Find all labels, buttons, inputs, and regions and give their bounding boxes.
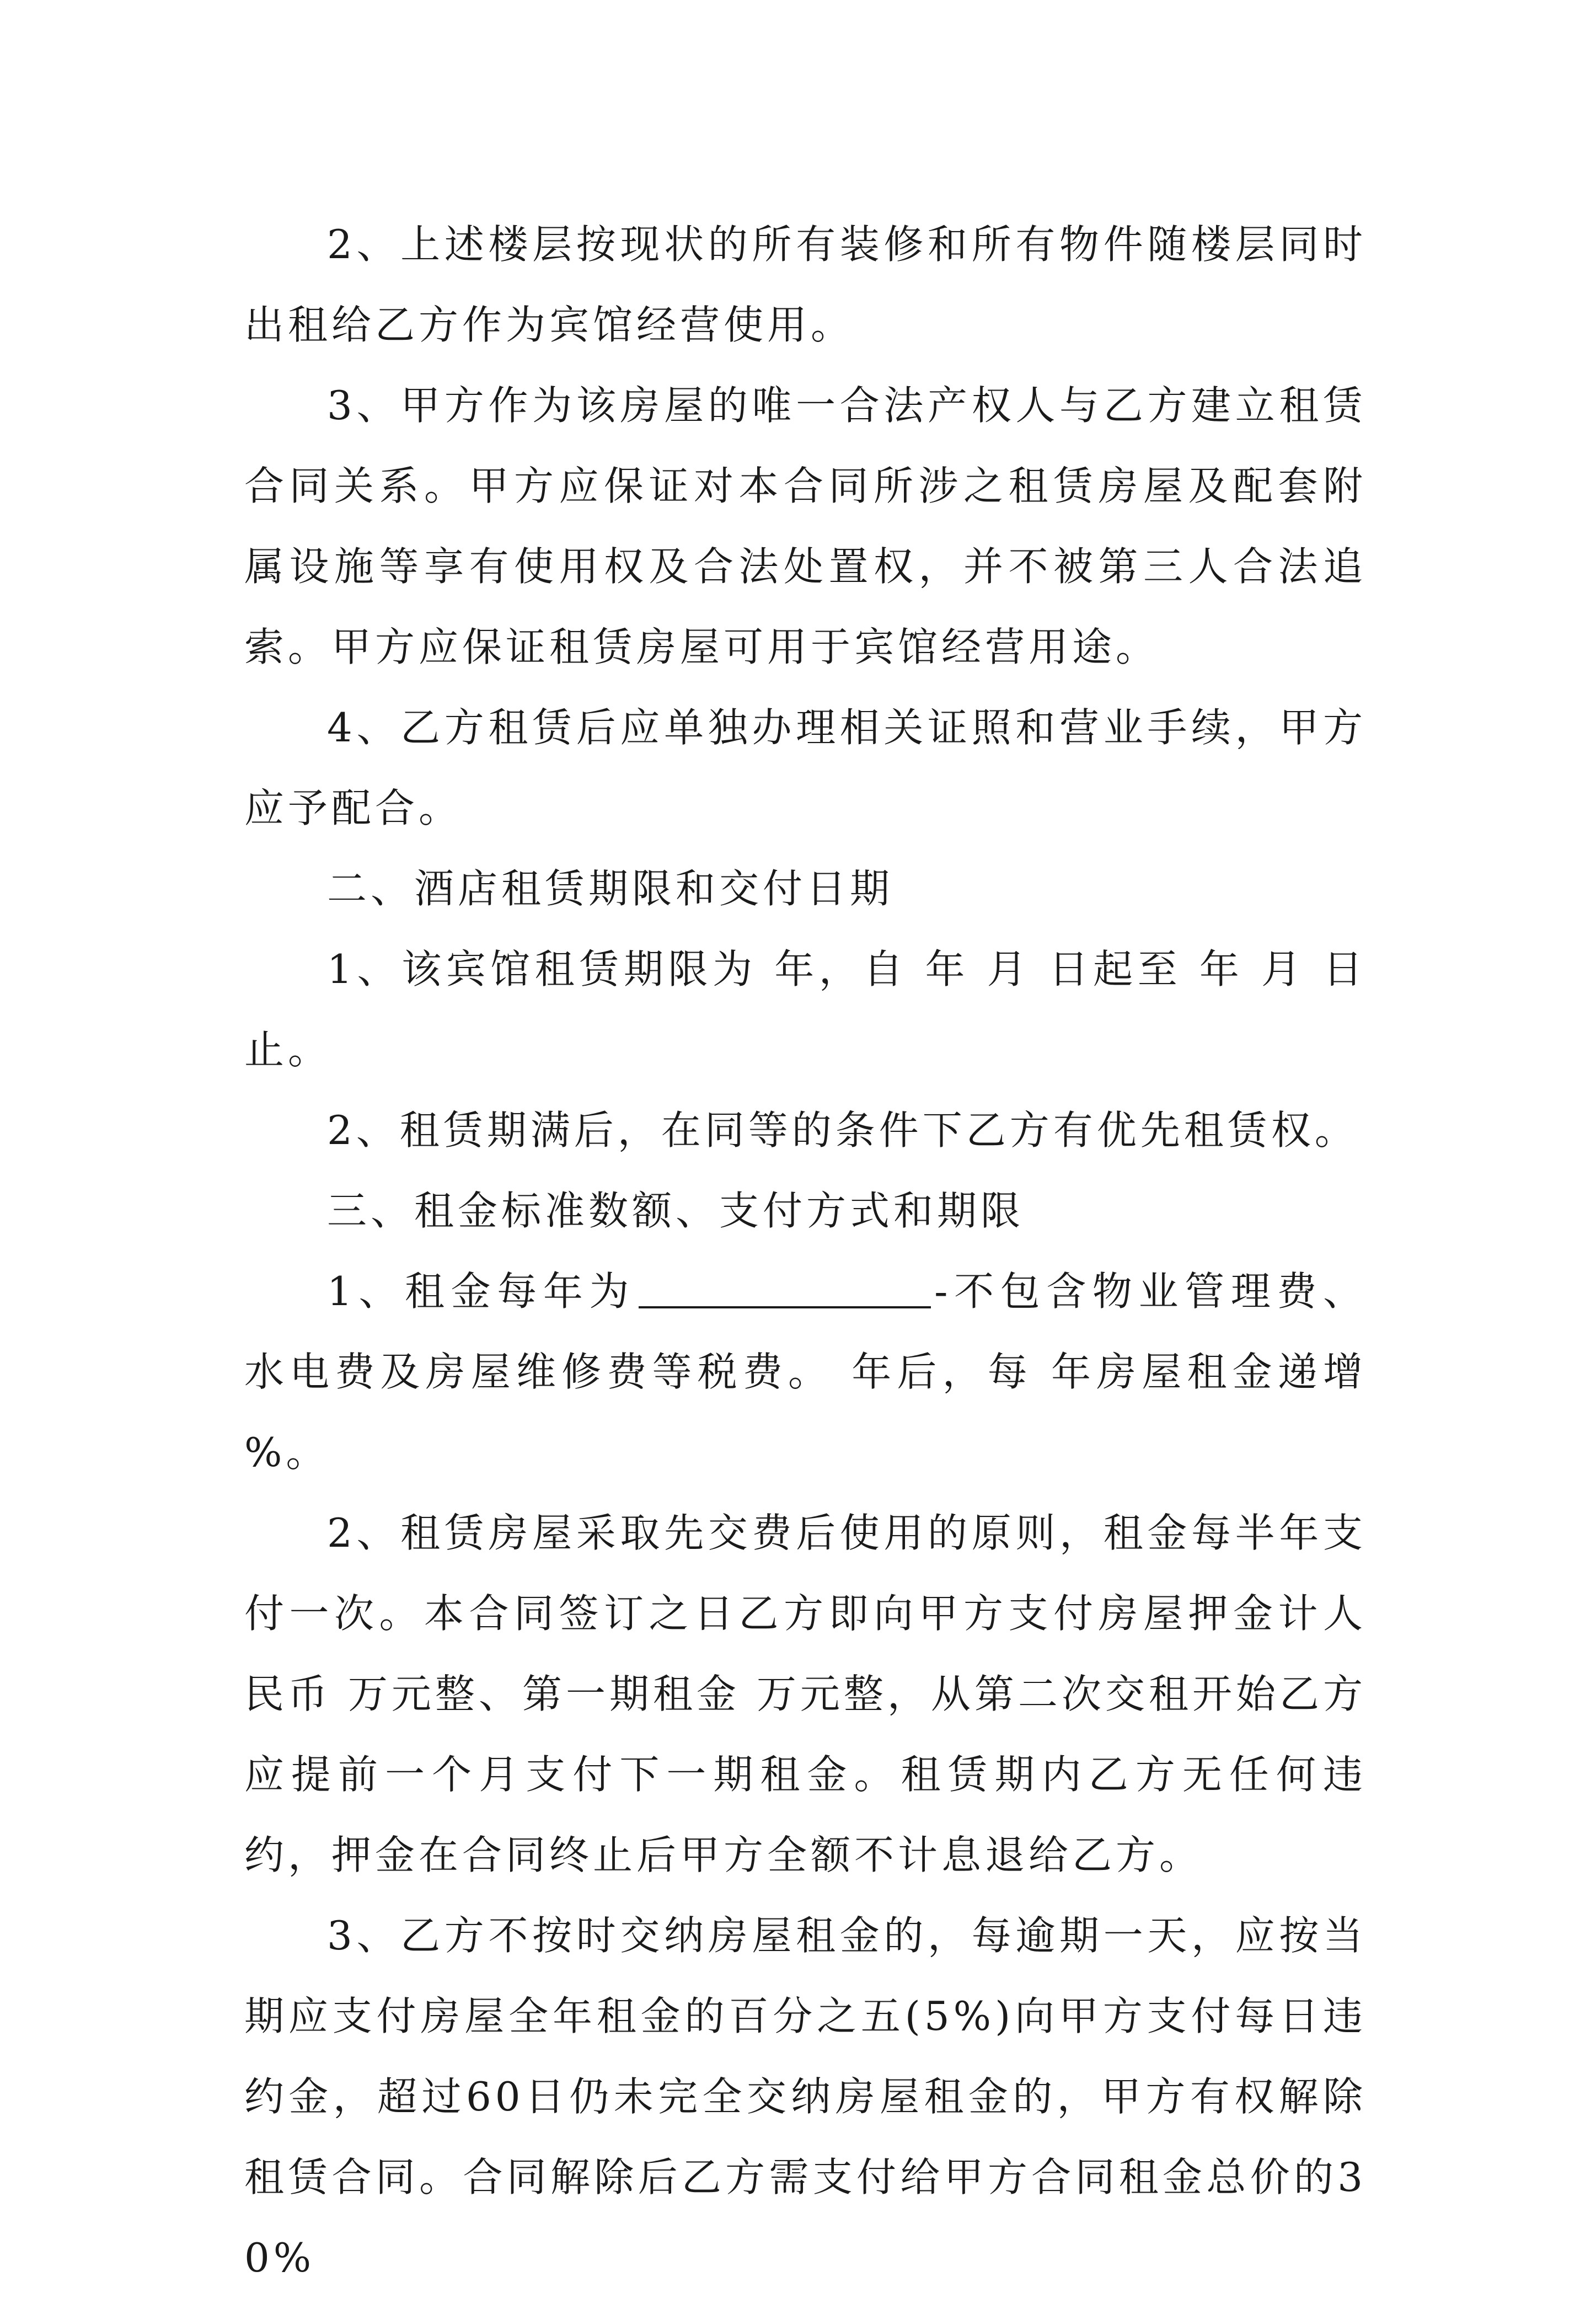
paragraph-late-payment: 3、乙方不按时交纳房屋租金的，每逾期一天，应按当期应支付房屋全年租金的百分之五(5%)向甲方支付每日违约金，超过60日仍未完全交纳房屋租金的，甲方有权解除租赁合同。合同解除后乙方需支付给甲方合同租金总价的30% <box>244 1912 1367 2281</box>
section-heading-lease-term: 二、酒店租赁期限和交付日期 <box>327 865 894 912</box>
paragraph-property-rights: 3、甲方作为该房屋的唯一合法产权人与乙方建立租赁合同关系。甲方应保证对本合同所涉之租赁房屋及配套附属设施等享有使用权及合法处置权，并不被第三人合法追索。甲方应保证租赁房屋可用于宾馆经营用途。 <box>244 382 1367 670</box>
annual-rent-terms: -不包含物业管理费、水电费及房屋维修费等税费。 年后，每 年房屋租金递增 %。 <box>244 1268 1367 1476</box>
paragraph-annual-rent <box>244 1251 1367 1493</box>
document-body <box>244 204 1367 2298</box>
annual-rent-label: 1、租金每年为 <box>327 1268 636 1314</box>
paragraph-payment-schedule: 2、租赁房屋采取先交费后使用的原则，租金每半年支付一次。本合同签订之日乙方即向甲方支付房屋押金计人民币 万元整、第一期租金 万元整，从第二次交租开始乙方应提前一个月支付下一期租金。租赁期内乙方无任何违约，押金在合同终止后甲方全额不计息退给乙方。 <box>244 1510 1367 1878</box>
section-heading-rent: 三、租金标准数额、支付方式和期限 <box>327 1188 1025 1234</box>
paragraph-licenses: 4、乙方租赁后应单独办理相关证照和营业手续，甲方应予配合。 <box>244 704 1367 831</box>
paragraph-lease-period: 1、该宾馆租赁期限为 年，自 年 月 日起至 年 月 日止。 <box>244 946 1367 1073</box>
paragraph-renewal-priority: 2、租赁期满后，在同等的条件下乙方有优先租赁权。 <box>327 1107 1358 1153</box>
annual-rent-blank <box>639 1273 931 1308</box>
paragraph-floor-furnishings: 2、上述楼层按现状的所有装修和所有物件随楼层同时出租给乙方作为宾馆经营使用。 <box>244 221 1367 348</box>
